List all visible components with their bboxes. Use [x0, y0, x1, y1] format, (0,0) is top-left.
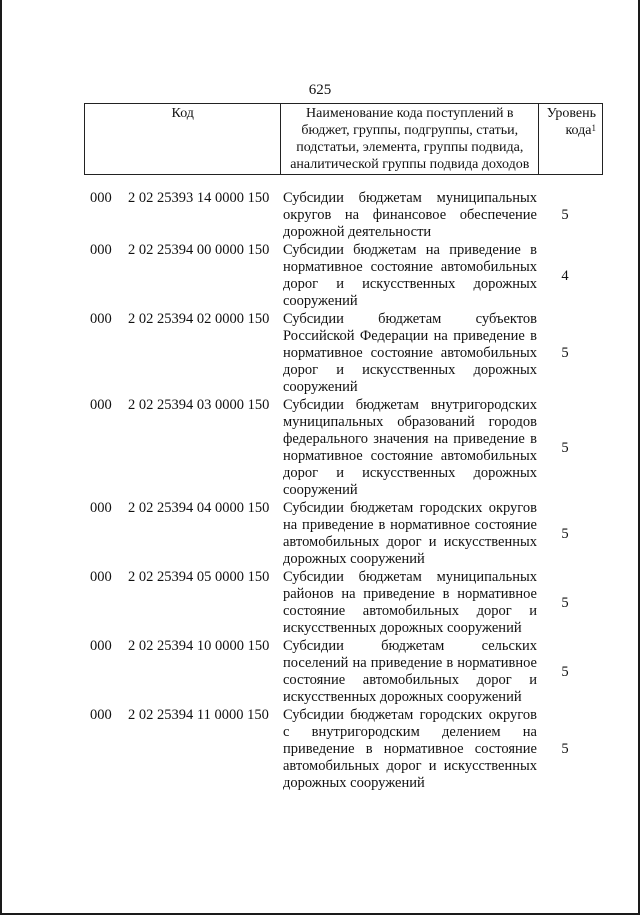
row-code: 2 02 25394 03 0000 150	[128, 397, 270, 413]
table-row	[2, 190, 640, 241]
row-level: 5	[561, 345, 569, 361]
row-prefix: 000	[90, 500, 112, 516]
header-code	[85, 104, 281, 175]
header-name	[281, 104, 539, 175]
row-code: 2 02 25394 02 0000 150	[128, 311, 270, 327]
row-prefix: 000	[90, 190, 112, 206]
row-name: Субсидии бюджетам муниципальных районов на приведение в нормативное состояние автомобильных дорог и искусственных дорожных сооружений	[283, 569, 537, 636]
row-name: Субсидии бюджетам муниципальных округов на финансовое обеспечение дорожной деятельности	[283, 190, 537, 240]
row-name: Субсидии бюджетам на приведение в нормативное состояние автомобильных дорог и искусственных дорожных сооружений	[283, 242, 537, 309]
row-level: 5	[561, 525, 569, 542]
row-prefix: 000	[90, 397, 112, 413]
row-prefix: 000	[90, 638, 112, 654]
table-body	[2, 190, 640, 793]
row-name: Субсидии бюджетам городских округов с внутригородским делением на приведение в нормативное состояние автомобильных дорог и искусственных дорожных сооружений	[283, 707, 537, 791]
row-level: 5	[561, 207, 569, 223]
row-prefix: 000	[90, 707, 112, 723]
header-name-label: Наименование кода поступлений в бюджет, группы, подгруппы, статьи, подстатьи, элемента, группы подвида, аналитической группы подвида доходов	[290, 106, 530, 172]
row-prefix: 000	[90, 242, 112, 258]
table-header	[84, 103, 603, 175]
row-code: 2 02 25393 14 0000 150	[128, 190, 270, 206]
row-prefix: 000	[90, 569, 112, 585]
row-code: 2 02 25394 11 0000 150	[128, 707, 269, 723]
table-row	[2, 242, 640, 310]
row-prefix: 000	[90, 311, 112, 327]
row-code: 2 02 25394 10 0000 150	[128, 638, 270, 654]
table-row	[2, 569, 640, 637]
row-level: 5	[561, 663, 569, 680]
table-row	[2, 707, 640, 792]
row-level: 4	[561, 267, 569, 284]
row-name: Субсидии бюджетам субъектов Российской Федерации на приведение в нормативное состояние автомобильных дорог и искусственных дорожных сооружений	[283, 311, 537, 395]
row-name: Субсидии бюджетам сельских поселений на приведение в нормативное состояние автомобильных дорог и искусственных дорожных сооружений	[283, 638, 537, 705]
row-level: 5	[561, 741, 569, 757]
row-code: 2 02 25394 05 0000 150	[128, 569, 270, 585]
row-level: 5	[561, 594, 569, 611]
table-row	[2, 397, 640, 499]
header-code-label: Код	[171, 106, 194, 121]
footnote-marker: 1	[591, 123, 596, 133]
header-level-label: Уровень кода	[546, 106, 596, 138]
table-row	[2, 500, 640, 568]
table-row	[2, 311, 640, 396]
row-name: Субсидии бюджетам городских округов на приведение в нормативное состояние автомобильных дорог и искусственных дорожных сооружений	[283, 500, 537, 567]
row-name: Субсидии бюджетам внутригородских муниципальных образований городов федерального значения на приведение в нормативное состояние автомобильных дорог и искусственных дорожных сооружений	[283, 397, 537, 498]
table-row	[2, 638, 640, 706]
page-number: 625	[308, 82, 332, 98]
row-code: 2 02 25394 04 0000 150	[128, 500, 270, 516]
row-level: 5	[561, 439, 569, 456]
header-level	[539, 104, 603, 175]
row-code: 2 02 25394 00 0000 150	[128, 242, 270, 258]
